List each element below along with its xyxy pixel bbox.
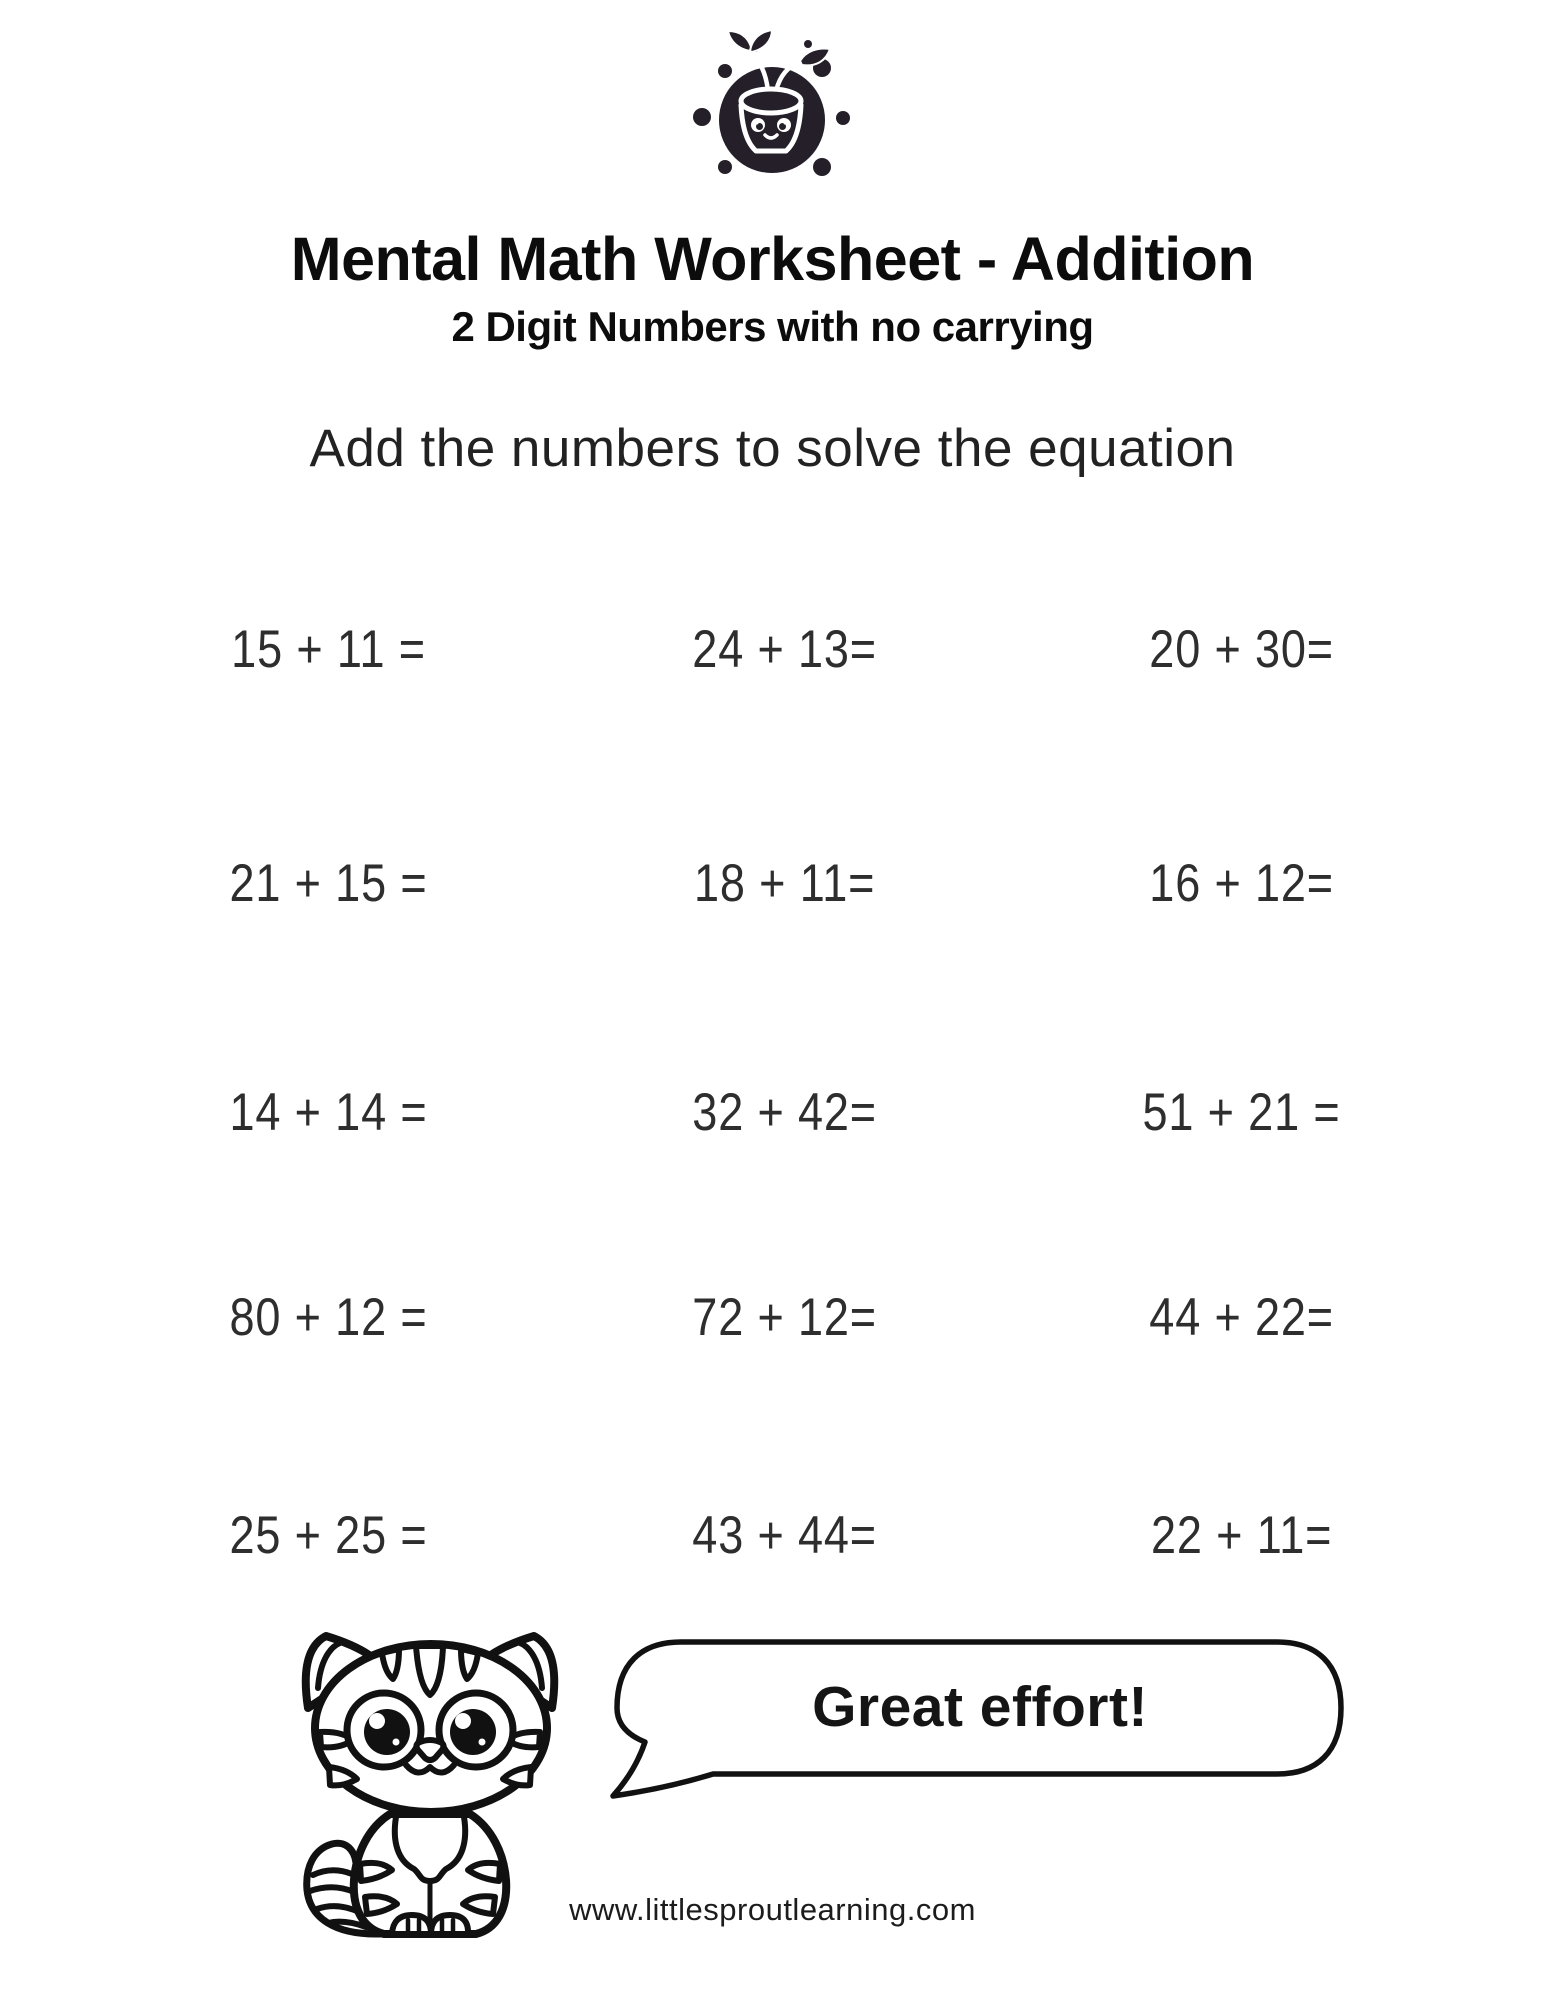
equation: 32 + 42= xyxy=(692,1082,878,1142)
equation: 16 + 12= xyxy=(1149,853,1335,913)
problems-row xyxy=(100,1286,1470,1348)
speech-bubble-text: Great effort! xyxy=(812,1675,1148,1739)
page-title: Mental Math Worksheet - Addition xyxy=(290,225,1255,293)
website-url: www.littlesproutlearning.com xyxy=(569,1892,976,1927)
equation: 18 + 11= xyxy=(694,853,876,913)
problems-row xyxy=(100,1081,1470,1143)
equation: 25 + 25 = xyxy=(229,1505,428,1565)
instruction-text: Add the numbers to solve the equation xyxy=(309,419,1236,478)
equation: 14 + 14 = xyxy=(229,1082,428,1142)
equation: 72 + 12= xyxy=(692,1287,878,1347)
equation: 51 + 21 = xyxy=(1142,1082,1341,1142)
problems-row xyxy=(100,1504,1470,1566)
equation: 24 + 13= xyxy=(692,619,878,679)
equation: 21 + 15 = xyxy=(229,853,428,913)
equation: 20 + 30= xyxy=(1149,619,1335,679)
equation: 80 + 12 = xyxy=(229,1287,428,1347)
problems-row xyxy=(100,852,1470,914)
page-subtitle: 2 Digit Numbers with no carrying xyxy=(451,303,1094,350)
problems-grid xyxy=(100,0,1470,1600)
equation: 43 + 44= xyxy=(692,1505,878,1565)
equation: 15 + 11 = xyxy=(230,619,426,679)
problems-row xyxy=(100,618,1470,680)
equation: 44 + 22= xyxy=(1149,1287,1335,1347)
equation: 22 + 11= xyxy=(1151,1505,1333,1565)
